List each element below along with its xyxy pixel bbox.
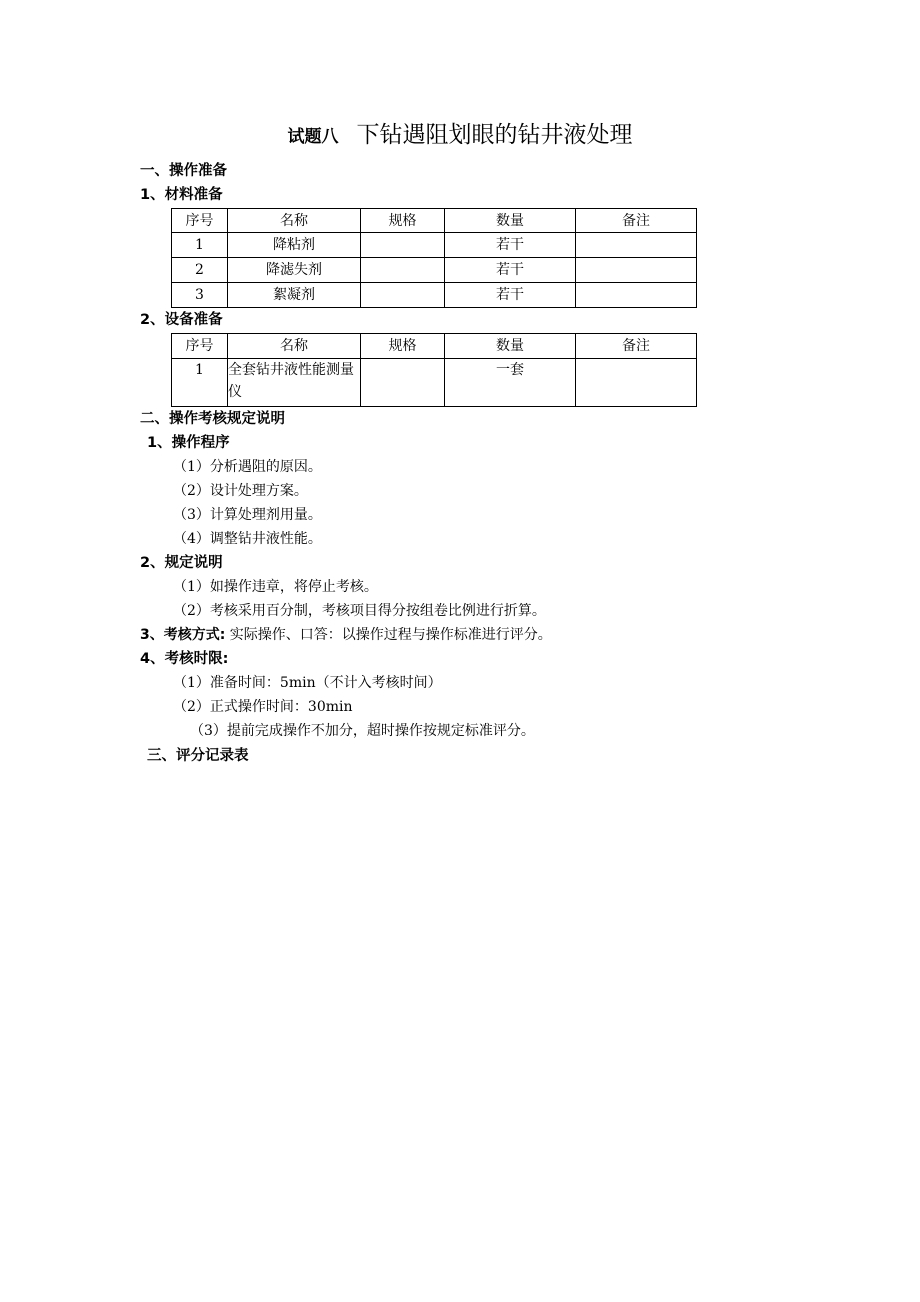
list-item: （2）正式操作时间：30min (173, 699, 353, 715)
table-row (172, 283, 697, 308)
table-cell (361, 283, 445, 308)
column-header: 序号 (172, 209, 228, 233)
table-cell (576, 258, 697, 283)
column-header: 规格 (361, 334, 445, 359)
list-item: （3）提前完成操作不加分，超时操作按规定标准评分。 (190, 723, 535, 739)
procedure-heading: 1、操作程序 (147, 435, 230, 451)
method-line (140, 625, 552, 645)
table-header-row (172, 209, 697, 233)
section-3-heading: 三、评分记录表 (147, 748, 249, 764)
column-header: 数量 (445, 334, 576, 359)
column-header: 名称 (228, 334, 361, 359)
list-item: （3）计算处理剂用量。 (173, 507, 322, 523)
table-cell (576, 359, 697, 407)
table-cell: 2 (172, 258, 228, 283)
section-2-heading: 二、操作考核规定说明 (140, 411, 285, 427)
time-heading: 4、考核时限: (140, 651, 229, 667)
materials-table (171, 208, 697, 308)
method-label: 3、考核方式: (140, 627, 226, 643)
rules-heading: 2、规定说明 (140, 555, 223, 571)
list-item: （1）分析遇阻的原因。 (173, 459, 322, 475)
equipment-table (171, 333, 697, 407)
table-cell: 一套 (445, 359, 576, 407)
table-cell (576, 233, 697, 258)
table-cell: 若干 (445, 258, 576, 283)
document-title (0, 120, 920, 152)
table-row (172, 359, 697, 407)
table-cell: 1 (172, 233, 228, 258)
table-cell: 1 (172, 359, 228, 407)
column-header: 规格 (361, 209, 445, 233)
list-item: （2）考核采用百分制，考核项目得分按组卷比例进行折算。 (173, 603, 546, 619)
table-cell (361, 258, 445, 283)
table-cell: 若干 (445, 283, 576, 308)
column-header: 名称 (228, 209, 361, 233)
title-main: 下钻遇阻划眼的钻井液处理 (356, 122, 633, 148)
list-item: （1）如操作违章，将停止考核。 (173, 579, 378, 595)
column-header: 序号 (172, 334, 228, 359)
section-1-heading: 一、操作准备 (140, 163, 227, 179)
table-cell (361, 233, 445, 258)
column-header: 备注 (576, 209, 697, 233)
method-text: 实际操作、口答：以操作过程与操作标准进行评分。 (229, 627, 552, 643)
table-row (172, 233, 697, 258)
table-cell (576, 283, 697, 308)
table-row (172, 258, 697, 283)
table-cell: 絮凝剂 (228, 283, 361, 308)
column-header: 数量 (445, 209, 576, 233)
list-item: （4）调整钻井液性能。 (173, 531, 322, 547)
list-item: （2）设计处理方案。 (173, 483, 308, 499)
table-cell: 降滤失剂 (228, 258, 361, 283)
table-cell: 若干 (445, 233, 576, 258)
list-item: （1）准备时间：5min（不计入考核时间） (173, 675, 442, 691)
table-cell: 全套钻井液性能测量仪 (228, 359, 361, 407)
table-header-row (172, 334, 697, 359)
equipment-heading: 2、设备准备 (140, 312, 223, 328)
table-cell: 降粘剂 (228, 233, 361, 258)
title-lead: 试题八 (287, 127, 339, 147)
materials-heading: 1、材料准备 (140, 187, 223, 203)
table-cell (361, 359, 445, 407)
column-header: 备注 (576, 334, 697, 359)
table-cell: 3 (172, 283, 228, 308)
